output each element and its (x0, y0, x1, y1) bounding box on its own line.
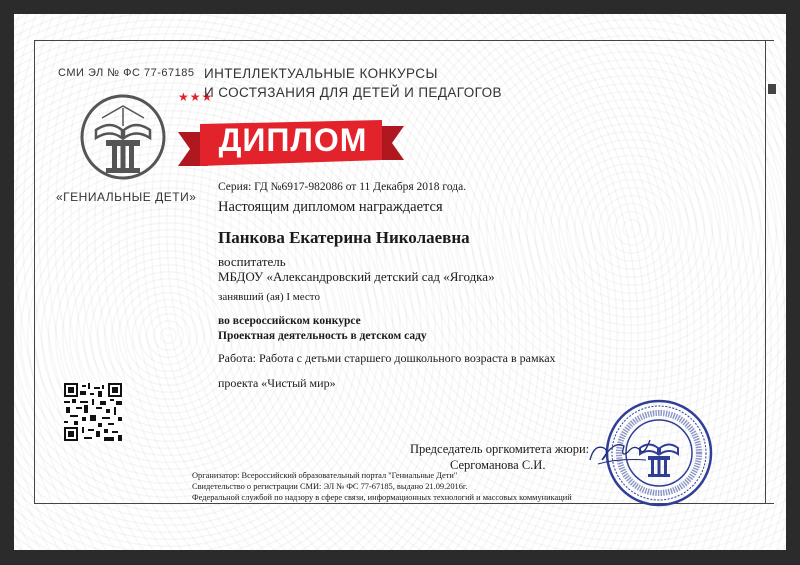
chair-label: Председатель оргкомитета жюри: (410, 442, 590, 456)
place-awarded: занявший (ая) I место (218, 291, 320, 303)
media-registration: СМИ ЭЛ № ФС 77-67185 (58, 67, 195, 79)
contest-topic: Проектная деятельность в детском саду (218, 330, 427, 342)
contest-name: во всероссийском конкурсе (218, 315, 361, 327)
diploma-title: ДИПЛОМ (218, 122, 368, 158)
header-title (204, 64, 502, 102)
chair-name: Сергоманова С.И. (450, 458, 546, 472)
award-statement: Настоящим дипломом награждается (218, 199, 443, 215)
frame-left-line (34, 40, 35, 504)
footer-organizer: Организатор: Всероссийский образовательный портал "Гениальные Дети" (192, 471, 458, 480)
frame-right-line (765, 40, 766, 504)
book-column-logo-icon (78, 92, 168, 182)
frame-top-line (34, 40, 774, 41)
frame-notch (768, 84, 776, 94)
signature-icon (584, 430, 654, 470)
header-title-line1: ИНТЕЛЛЕКТУАЛЬНЫЕ КОНКУРСЫ (204, 66, 438, 81)
stars-decoration: ★★★ (178, 90, 214, 104)
qr-code-icon (64, 383, 122, 441)
brand-name: «ГЕНИАЛЬНЫЕ ДЕТИ» (56, 190, 197, 204)
footer-authority: Федеральной службой по надзору в сфере связи, информационных технологий и массовых коммуникаций (192, 493, 572, 502)
header-title-line2: И СОСТЯЗАНИЯ ДЛЯ ДЕТЕЙ И ПЕДАГОГОВ (204, 85, 502, 100)
recipient-name: Панкова Екатерина Николаевна (218, 228, 470, 247)
work-title: Работа: Работа с детьми старшего дошкольного возраста в рамках проекта «Чистый мир» (218, 351, 556, 390)
series-number: Серия: ГД №6917-982086 от 11 Декабря 2018 года. (218, 181, 467, 193)
footer-certificate: Свидетельство о регистрации СМИ: ЭЛ № ФС 77-67185, выдано 21.09.2016г. (192, 482, 468, 491)
recipient-position: воспитатель (218, 254, 286, 269)
recipient-organization: МБДОУ «Александровский детский сад «Ягодка» (218, 269, 495, 284)
